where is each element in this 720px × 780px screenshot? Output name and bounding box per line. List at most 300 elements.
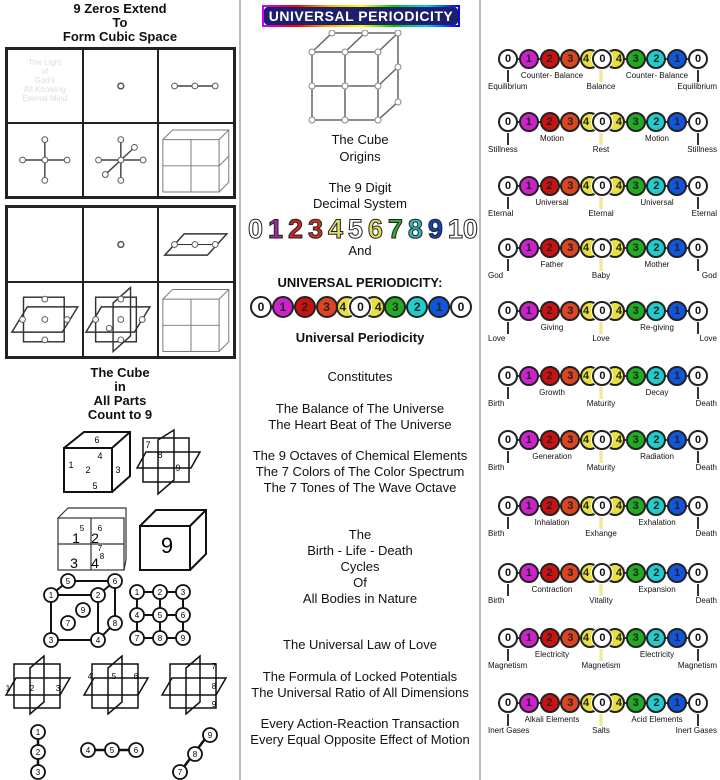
number-circle-digit: 1: [674, 116, 681, 128]
statement-line: Every Equal Opposite Effect of Motion: [250, 732, 470, 747]
number-circle: [540, 563, 560, 583]
number-circle-digit: 1: [525, 500, 532, 512]
diagram-number: 6: [97, 523, 103, 533]
number-circle: [560, 238, 580, 258]
diagram-number: 4: [91, 555, 99, 572]
number-circle-digit: 3: [632, 116, 639, 128]
up-arrow-icon: [697, 584, 699, 596]
faint-line: All Knowing: [23, 85, 66, 94]
up-arrow-icon: [507, 451, 509, 463]
decimal-digits: [248, 214, 478, 244]
number-circle: [688, 49, 708, 69]
divider-right: [479, 0, 481, 780]
row-label-mid-left: Generation: [532, 452, 572, 461]
up-arrow-icon: [600, 387, 603, 399]
number-circle-digit: 1: [674, 305, 681, 317]
number-circle-digit: 2: [301, 300, 309, 314]
diagram-number: 9: [207, 730, 213, 740]
number-circle-digit: 4: [583, 500, 590, 512]
row-label-mid-left: Giving: [540, 323, 564, 332]
diagram-number: 2: [85, 465, 91, 476]
row-label-left: Birth: [488, 529, 505, 538]
number-circle: [560, 496, 580, 516]
number-circle-digit: 2: [653, 305, 660, 317]
statement-line: Cycles: [340, 559, 380, 574]
number-circle: [406, 296, 428, 318]
number-circle: [560, 112, 580, 132]
point-node-icon: [118, 83, 124, 89]
constitutes-label: Constitutes: [327, 369, 393, 384]
cube-origins-2: Origins: [339, 149, 381, 164]
digit: 3: [307, 214, 323, 244]
number-circle-digit: 0: [504, 53, 512, 65]
number-circle-digit: 4: [615, 434, 622, 446]
cube-origins-1: The Cube: [331, 132, 389, 147]
number-circle: [272, 296, 294, 318]
number-circle: [626, 430, 646, 450]
number-circle-digit: 0: [694, 242, 702, 254]
number-circle: [646, 628, 666, 648]
number-circle-digit: 4: [615, 500, 622, 512]
up-arrow-icon: [697, 70, 699, 82]
number-circle: [688, 628, 708, 648]
row-label-mid-left: Father: [540, 260, 564, 269]
row-label-right: Eternal: [691, 209, 717, 218]
cell-3d-cross: [83, 123, 159, 197]
number-circle: [540, 496, 560, 516]
number-circle: [688, 563, 708, 583]
statement-line: Every Action-Reaction Transaction: [260, 716, 460, 731]
zero-extension-grid: [5, 47, 236, 199]
cube-title-1: The Cube: [90, 365, 150, 380]
periodicity-row-sequence: [498, 238, 708, 258]
up-arrow-icon: [600, 451, 603, 463]
number-circle-digit: 3: [392, 300, 399, 314]
number-circle-digit: 4: [339, 300, 347, 314]
diagram-number: 6: [133, 671, 139, 681]
number-circle-digit: 0: [694, 434, 702, 446]
periodicity-row-sequence: [498, 628, 708, 648]
number-circle-digit: 1: [674, 53, 681, 65]
number-circle: [667, 238, 687, 258]
number-circle: [688, 176, 708, 196]
number-circle-digit: 0: [599, 567, 606, 579]
number-circle: [667, 49, 687, 69]
cube-lattice-icon: [300, 30, 425, 125]
number-circle: [667, 430, 687, 450]
periodicity-row-sequence: [498, 112, 708, 132]
number-circle: [540, 628, 560, 648]
up-arrow-icon: [697, 451, 699, 463]
up-arrow-icon: [507, 649, 509, 661]
number-circle: [498, 112, 518, 132]
diagram-number: 9: [211, 699, 217, 709]
number-circle-digit: 2: [546, 632, 553, 644]
number-circle-digit: 0: [257, 300, 265, 314]
diagram-number: 1: [48, 590, 54, 600]
up-arrow-icon: [507, 259, 509, 271]
diagram-number: 4: [87, 671, 93, 681]
up-label: Universal Periodicity: [295, 330, 425, 345]
number-circle: [560, 693, 580, 713]
diagram-number: 3: [35, 767, 41, 777]
up-arrow-icon: [600, 517, 603, 529]
row-label-mid-left: Growth: [539, 388, 565, 397]
up-arrow-icon: [507, 197, 509, 209]
cube-title-4: Count to 9: [87, 407, 153, 422]
number-circle: [519, 693, 539, 713]
row-label-mid-right: Decay: [645, 388, 669, 397]
digit: 2: [287, 214, 303, 244]
number-circle-digit: 0: [504, 434, 512, 446]
diagram-number: 3: [55, 683, 61, 693]
number-circle-digit: 3: [632, 567, 639, 579]
number-circle-digit: 4: [615, 305, 622, 317]
diagram-number: 1: [134, 587, 140, 597]
up-arrow-icon: [697, 517, 699, 529]
number-circle: [626, 301, 646, 321]
number-circle-digit: 2: [653, 116, 660, 128]
up-arrow-icon: [697, 133, 699, 145]
number-circle-digit: 4: [583, 434, 590, 446]
number-circle-digit: 0: [599, 370, 606, 382]
number-circle-digit: 0: [504, 370, 512, 382]
number-circle: [384, 296, 406, 318]
number-circle-digit: 0: [599, 180, 606, 192]
diagram-number: 1: [35, 727, 41, 737]
number-circle: [498, 628, 518, 648]
periodicity-row-sequence: [498, 563, 708, 583]
number-circle-digit: 2: [546, 434, 553, 446]
row-label-mid-right: Expansion: [638, 585, 676, 594]
up-arrow-icon: [507, 517, 509, 529]
number-circle-digit: 2: [653, 697, 660, 709]
up-arrow-icon: [507, 70, 509, 82]
number-circle-digit: 0: [599, 632, 606, 644]
number-circle-digit: 0: [504, 116, 512, 128]
cell-cross: [7, 123, 83, 197]
number-circle-digit: 0: [504, 697, 512, 709]
cell-line: [158, 49, 234, 123]
row-label-center: Maturity: [586, 463, 616, 472]
up-arrow-icon: [600, 259, 603, 271]
number-circle-digit: 3: [632, 53, 639, 65]
number-circle-digit: 3: [567, 305, 574, 317]
number-circle: [688, 430, 708, 450]
diagram-number: 2: [29, 683, 35, 693]
row-label-left: Magnetism: [488, 661, 528, 670]
number-circle: [667, 693, 687, 713]
number-circle-digit: 3: [632, 180, 639, 192]
number-circle: [560, 430, 580, 450]
number-circle-digit: 3: [567, 180, 574, 192]
left-title-3: Form Cubic Space: [62, 29, 178, 44]
diagram-number: 7: [134, 633, 140, 643]
periodicity-sequence: [250, 296, 472, 320]
statement-line: Birth - Life - Death: [307, 543, 413, 558]
up-arrow-icon: [697, 259, 699, 271]
row-label-right: Inert Gases: [675, 726, 717, 735]
cell-empty: [7, 207, 83, 282]
number-circle-digit: 4: [583, 180, 590, 192]
number-circle-digit: 0: [504, 242, 512, 254]
periodicity-row-sequence: [498, 693, 708, 713]
diagram-number: 3: [115, 465, 121, 476]
cube-title-3: All Parts: [93, 393, 147, 408]
row-label-mid-left: Contraction: [531, 585, 573, 594]
number-circle-digit: 4: [583, 632, 590, 644]
number-circle-digit: 4: [615, 53, 622, 65]
number-circle-digit: 3: [567, 632, 574, 644]
number-circle: [519, 49, 539, 69]
number-circle: [498, 49, 518, 69]
number-circle-digit: 3: [567, 567, 574, 579]
number-circle: [667, 112, 687, 132]
row-label-mid-right: Universal: [640, 198, 674, 207]
periodicity-row-sequence: [498, 496, 708, 516]
number-circle-digit: 1: [525, 697, 532, 709]
diagram-number: 8: [99, 551, 105, 561]
row-label-right: Magnetism: [677, 661, 717, 670]
number-circle: [450, 296, 472, 318]
faint-line: of: [41, 67, 49, 76]
row-label-right: God: [701, 271, 717, 280]
number-circle-digit: 1: [525, 632, 532, 644]
number-circle-digit: 2: [653, 567, 660, 579]
number-circle-digit: 2: [653, 632, 660, 644]
number-circle: [667, 366, 687, 386]
number-circle: [498, 563, 518, 583]
row-label-left: Love: [488, 334, 506, 343]
diagram-number: 5: [92, 481, 98, 492]
number-circle: [646, 238, 666, 258]
number-circle-digit: 2: [653, 242, 660, 254]
row-label-center: Balance: [586, 82, 616, 91]
number-circle-digit: 3: [323, 300, 330, 314]
number-circle: [519, 563, 539, 583]
row-label-mid-left: Universal: [535, 198, 569, 207]
up-arrow-icon: [600, 714, 603, 726]
number-circle-digit: 4: [583, 567, 590, 579]
number-circle: [540, 238, 560, 258]
number-circle: [519, 238, 539, 258]
number-circle: [646, 176, 666, 196]
periodicity-row-sequence: [498, 301, 708, 321]
row-label-mid-left: Counter- Balance: [520, 71, 584, 80]
number-circle: [540, 176, 560, 196]
row-label-mid-right: Exhalation: [638, 518, 676, 527]
number-circle: [519, 301, 539, 321]
number-circle-digit: 1: [525, 434, 532, 446]
cell-point: [83, 49, 159, 123]
diagram-number: 3: [180, 587, 186, 597]
number-circle-digit: 3: [632, 632, 639, 644]
number-circle: [646, 693, 666, 713]
cube-counting-diagrams: [0, 420, 240, 780]
diagram-number: 9: [180, 633, 186, 643]
number-circle: [498, 176, 518, 196]
cell-point: [83, 207, 159, 282]
number-circle-digit: 0: [599, 305, 606, 317]
number-circle: [294, 296, 316, 318]
number-circle-digit: 2: [653, 180, 660, 192]
number-circle-digit: 4: [583, 116, 590, 128]
row-label-right: Love: [699, 334, 717, 343]
number-circle-digit: 1: [674, 697, 681, 709]
row-label-mid-right: Electricity: [639, 650, 675, 659]
statement-line: The Formula of Locked Potentials: [262, 669, 458, 684]
number-circle-digit: 4: [615, 632, 622, 644]
diagram-number: 8: [157, 633, 163, 643]
diagram-number: 6: [133, 745, 139, 755]
row-label-left: Equilibrium: [488, 82, 528, 91]
row-label-center: Magnetism: [581, 661, 621, 670]
diagram-number: 8: [192, 749, 198, 759]
number-circle-digit: 3: [632, 305, 639, 317]
digit: 1: [267, 214, 284, 244]
number-circle: [540, 49, 560, 69]
number-circle: [519, 112, 539, 132]
number-circle-digit: 3: [567, 116, 574, 128]
number-circle-digit: 1: [674, 500, 681, 512]
number-circle-digit: 4: [583, 305, 590, 317]
diagram-number: 2: [35, 747, 41, 757]
row-label-right: Death: [695, 463, 717, 472]
number-circle: [667, 301, 687, 321]
number-circle-digit: 4: [583, 53, 590, 65]
statement-line: The 7 Colors of The Color Spectrum: [255, 464, 465, 479]
number-circle-digit: 1: [279, 300, 287, 314]
number-circle-digit: 4: [615, 567, 622, 579]
number-circle-digit: 0: [694, 567, 702, 579]
number-circle-digit: 0: [599, 434, 606, 446]
periodicity-row-sequence: [498, 49, 708, 69]
row-label-center: Eternal: [588, 209, 614, 218]
diagram-number: 4: [134, 610, 140, 620]
diagram-number: 1: [5, 683, 11, 693]
number-circle: [688, 693, 708, 713]
number-circle-digit: 3: [567, 434, 574, 446]
number-circle-digit: 4: [583, 370, 590, 382]
number-circle-digit: 0: [599, 242, 606, 254]
number-circle-digit: 1: [674, 370, 681, 382]
number-circle-digit: 0: [504, 567, 512, 579]
periodicity-row-sequence: [498, 176, 708, 196]
number-circle: [688, 112, 708, 132]
row-label-right: Death: [695, 596, 717, 605]
number-circle-digit: 0: [694, 500, 702, 512]
number-circle-digit: 4: [374, 300, 382, 314]
number-circle-digit: 0: [504, 500, 512, 512]
diagram-number: 8: [211, 681, 217, 691]
number-circle-digit: 2: [546, 53, 553, 65]
number-circle: [626, 693, 646, 713]
number-circle-digit: 0: [599, 53, 606, 65]
number-circle-digit: 0: [694, 697, 702, 709]
diagram-number: 5: [157, 610, 163, 620]
number-circle: [540, 301, 560, 321]
up-arrow-icon: [507, 584, 509, 596]
up-arrow-icon: [507, 133, 509, 145]
number-circle-digit: 0: [694, 370, 702, 382]
number-circle: [560, 301, 580, 321]
number-circle-digit: 0: [457, 300, 465, 314]
diagram-number: 8: [112, 618, 118, 628]
diagram-number: 5: [65, 576, 71, 586]
number-circle-digit: 2: [653, 434, 660, 446]
number-circle-digit: 2: [546, 697, 553, 709]
cube-title-2: in: [114, 379, 126, 394]
statement-line: The Heart Beat of The Universe: [268, 417, 452, 432]
number-circle-digit: 1: [525, 370, 532, 382]
diagram-number: 4: [85, 745, 91, 755]
number-circle-digit: 0: [599, 697, 606, 709]
number-circle-digit: 2: [546, 116, 553, 128]
number-circle: [667, 496, 687, 516]
number-circle-digit: 4: [615, 697, 622, 709]
up-arrow-icon: [600, 197, 603, 209]
number-circle-digit: 1: [525, 567, 532, 579]
number-circle: [646, 366, 666, 386]
number-circle-digit: 3: [632, 697, 639, 709]
up-arrow-icon: [507, 387, 509, 399]
number-circle: [560, 49, 580, 69]
diagram-number: 1: [68, 460, 74, 471]
number-circle: [560, 563, 580, 583]
faint-line: God's: [34, 76, 56, 85]
digit: 6: [367, 214, 383, 244]
number-circle: [626, 49, 646, 69]
up-heading: UNIVERSAL PERIODICITY:: [277, 275, 443, 290]
and-label: And: [348, 243, 372, 258]
number-circle: [540, 112, 560, 132]
number-circle-digit: 1: [674, 180, 681, 192]
number-circle: [626, 366, 646, 386]
diagram-number: 6: [94, 435, 100, 446]
number-circle: [646, 496, 666, 516]
number-circle: [667, 176, 687, 196]
number-circle-digit: 3: [567, 242, 574, 254]
number-circle: [519, 496, 539, 516]
up-arrow-icon: [600, 584, 603, 596]
row-label-left: Inert Gases: [488, 726, 530, 735]
number-circle-digit: 2: [413, 300, 421, 314]
faint-line: Eternal Mind: [22, 94, 68, 103]
diagram-number: 5: [111, 671, 117, 681]
number-circle: [498, 430, 518, 450]
number-circle: [688, 366, 708, 386]
number-circle: [646, 112, 666, 132]
cell-cube-lattice: [158, 282, 234, 357]
number-circle: [519, 628, 539, 648]
diagram-number: 7: [177, 767, 183, 777]
number-circle-digit: 0: [504, 305, 512, 317]
row-label-center: Love: [592, 334, 610, 343]
diagram-number: 2: [95, 590, 101, 600]
statement-line: All Bodies in Nature: [302, 591, 418, 606]
decimal-2: Decimal System: [313, 196, 407, 211]
number-circle-digit: 2: [546, 242, 553, 254]
digit: 4: [327, 214, 343, 244]
diagram-number: 7: [211, 661, 217, 671]
number-circle-digit: 4: [615, 180, 622, 192]
decimal-1: The 9 Digit: [328, 180, 392, 195]
cell-light-of-god: [7, 49, 83, 123]
digit: 10: [447, 214, 478, 244]
number-circle-digit: 3: [632, 370, 639, 382]
diagram-number: 8: [157, 450, 163, 461]
number-circle: [688, 301, 708, 321]
